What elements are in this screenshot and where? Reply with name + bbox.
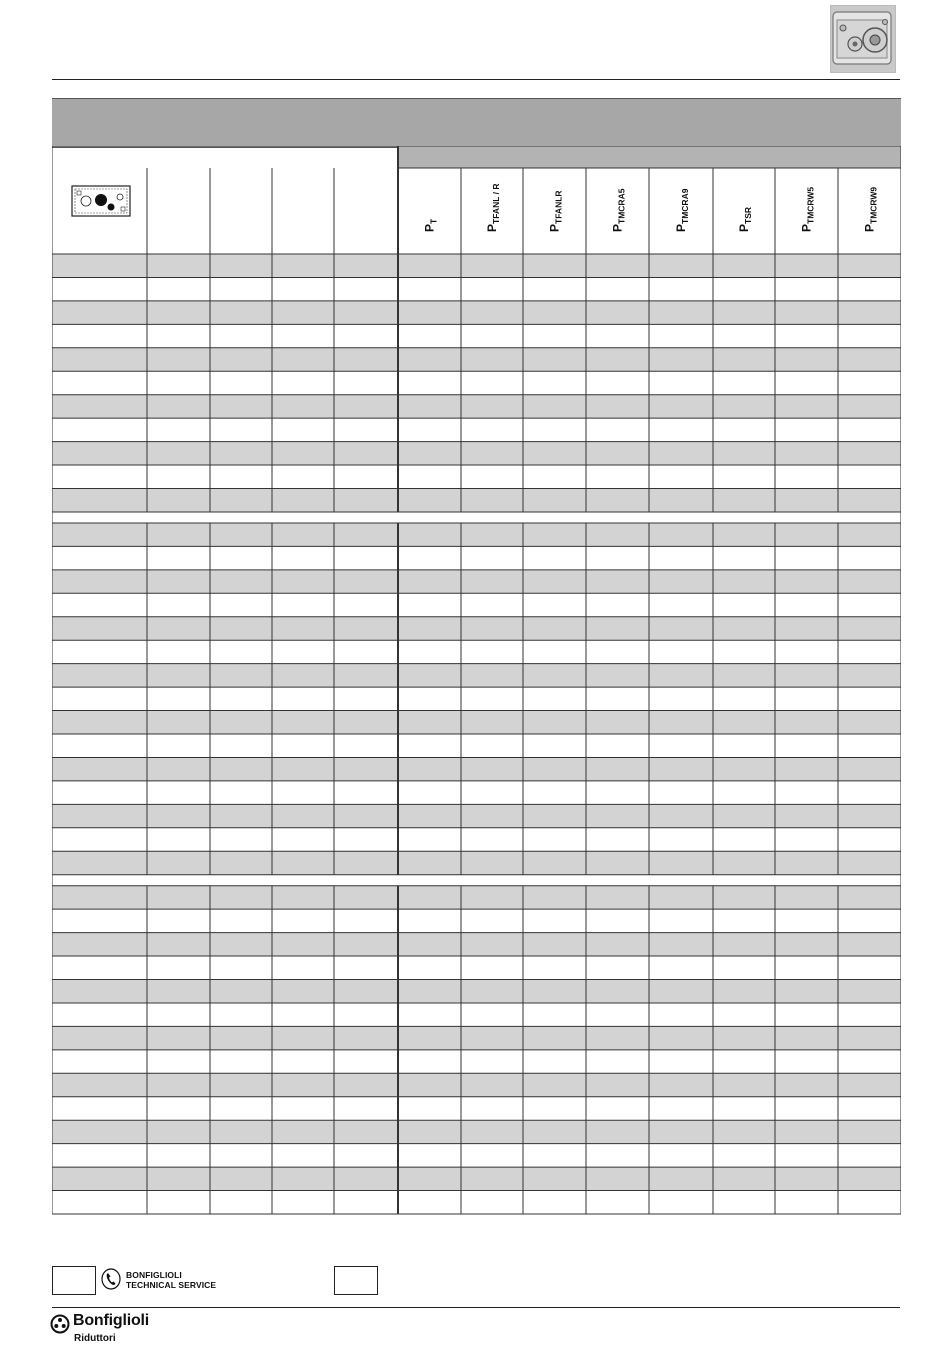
table-row xyxy=(52,523,901,546)
table-row xyxy=(52,1073,901,1096)
table-row xyxy=(52,980,901,1003)
table-row xyxy=(52,489,901,512)
table-row xyxy=(52,395,901,418)
data-table xyxy=(52,146,901,1220)
table-row xyxy=(52,1026,901,1049)
table-row xyxy=(52,886,901,909)
column-header-6: PTSR xyxy=(737,206,753,232)
table-row xyxy=(52,687,901,710)
footer-rule xyxy=(52,1307,900,1308)
table-row xyxy=(52,1050,901,1073)
service-label-line1: BONFIGLIOLI xyxy=(126,1270,182,1280)
brand-name: Bonfiglioli xyxy=(73,1312,150,1329)
column-header-1: PT xyxy=(422,218,439,232)
column-header-3: PTFANLR xyxy=(547,190,564,232)
page-number-box xyxy=(52,1266,96,1295)
table-row xyxy=(52,640,901,663)
column-header-7: PTMCRW5 xyxy=(799,186,816,232)
table-row xyxy=(52,1120,901,1143)
table-row xyxy=(52,804,901,827)
table-row xyxy=(52,1097,901,1120)
phone-icon xyxy=(101,1268,121,1290)
table-row xyxy=(52,956,901,979)
table-grid xyxy=(52,146,901,1220)
column-header-2: PTFANL / R xyxy=(485,183,501,232)
table-row xyxy=(52,757,901,780)
table-row xyxy=(52,301,901,324)
header-band xyxy=(398,146,901,168)
table-row xyxy=(52,324,901,347)
table-row xyxy=(52,546,901,569)
brand-subtitle: Riduttori xyxy=(74,1333,116,1344)
column-header-4: PTMCRA5 xyxy=(610,188,627,232)
table-row xyxy=(52,465,901,488)
table-row xyxy=(52,593,901,616)
table-row xyxy=(52,570,901,593)
column-header-5: PTMCRA9 xyxy=(674,188,690,232)
gearbox-small-icon xyxy=(72,186,130,216)
table-row xyxy=(52,664,901,687)
table-row xyxy=(52,442,901,465)
table-row xyxy=(52,1003,901,1026)
technical-service-label xyxy=(126,1270,216,1290)
table-row xyxy=(52,734,901,757)
table-row xyxy=(52,851,901,874)
table-row xyxy=(52,1191,901,1214)
table-title-band xyxy=(52,98,901,148)
table-row xyxy=(52,828,901,851)
table-row xyxy=(52,1144,901,1167)
table-row xyxy=(52,933,901,956)
table-row xyxy=(52,277,901,300)
table-row xyxy=(52,711,901,734)
bonfiglioli-logo-icon xyxy=(50,1314,70,1334)
table-row xyxy=(52,1167,901,1190)
table-row xyxy=(52,418,901,441)
gearbox-icon xyxy=(831,6,895,72)
table-row xyxy=(52,781,901,804)
table-row xyxy=(52,617,901,640)
table-row xyxy=(52,254,901,277)
table-row xyxy=(52,371,901,394)
header-rule xyxy=(52,79,900,80)
group-separator xyxy=(52,512,901,523)
service-label-line2: TECHNICAL SERVICE xyxy=(126,1280,217,1290)
table-row xyxy=(52,348,901,371)
table-row xyxy=(52,909,901,932)
column-header-8: PTMCRW9 xyxy=(862,186,879,232)
group-separator xyxy=(52,875,901,886)
gearbox-product-image xyxy=(830,5,896,73)
reference-box xyxy=(334,1266,378,1295)
